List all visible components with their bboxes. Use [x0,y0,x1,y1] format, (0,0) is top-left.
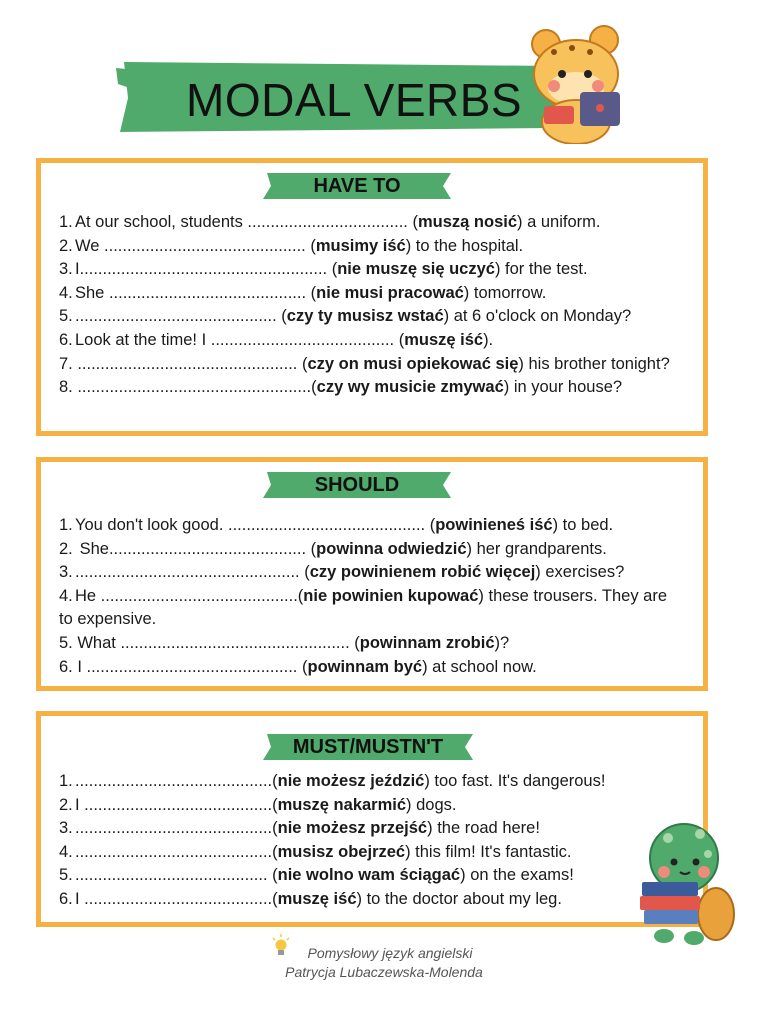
exercise-item: 4. He ...........................................(nie powinien kupować) these trousers. They are to expensive. [59,586,668,629]
exercise-item: 3. I...................................................... (nie muszę się uczyć) for the test. [59,260,588,279]
exercise-item: 3. ...........................................(nie możesz przejść) the road here! [59,819,540,838]
exercise-item: 3. ................................................. (czy powinienem robić więcej) exercises? [59,563,625,582]
exercise-item: 4. She ........................................... (nie musi pracować) tomorrow. [59,283,547,302]
exercise-item: 6. Look at the time! I ........................................ (muszę iść). [59,330,494,349]
section-heading: MUST/MUSTN'T [292,736,444,758]
exercise-item: 5. .......................................... (nie wolno wam ściągać) on the exams! [59,866,574,885]
exercise-item: 2. I .........................................(muszę nakarmić) dogs. [59,795,457,814]
exercise-item: 8. ...................................................(czy wy musicie zmywać) in your house? [59,378,623,397]
section-should [36,457,708,691]
turtle-mascot-icon [638,818,738,948]
exercise-item: 4. ...........................................(musisz obejrzeć) this film! It's fantastic. [59,842,572,861]
exercise-item: 5. ............................................ (czy ty musisz wstać) at 6 o'clock on Monday? [59,307,632,326]
page-title: MODAL VERBS [186,74,523,126]
section-heading: HAVE TO [313,175,401,197]
exercise-item: 2. She........................................... (powinna odwiedzić) her grandparents. [59,539,607,558]
section-heading-banner [263,732,473,762]
section-heading: SHOULD [314,474,400,496]
section-must [36,711,708,927]
exercise-item: 6. I .............................................. (powinnam być) at school now. [59,657,537,676]
exercise-item: 2. We ............................................ (musimy iść) to the hospital. [59,236,524,255]
section-have-to [36,158,708,436]
exercise-item: 5. What .................................................. (powinnam zrobić)? [59,633,510,652]
footer-line-1: Pomysłowy język angielski [307,945,473,961]
exercise-item: 7. ................................................ (czy on musi opiekować się) his brother tonight? [59,354,670,373]
exercise-item: 1. ...........................................(nie możesz jeździć) too fast. It's dangerous! [59,772,606,790]
exercise-item: 1. At our school, students ................................... (muszą nosić) a uniform. [59,213,601,231]
section-heading-banner [263,470,451,500]
exercise-item: 1. You don't look good. ........................................... (powinieneś iść) to bed. [59,516,614,534]
tiger-mascot-icon [524,22,630,144]
exercise-item: 6. I .........................................(muszę iść) to the doctor about my leg. [59,889,562,908]
footer-line-2: Patrycja Lubaczewska-Molenda [285,964,483,980]
section-heading-banner [263,171,451,201]
